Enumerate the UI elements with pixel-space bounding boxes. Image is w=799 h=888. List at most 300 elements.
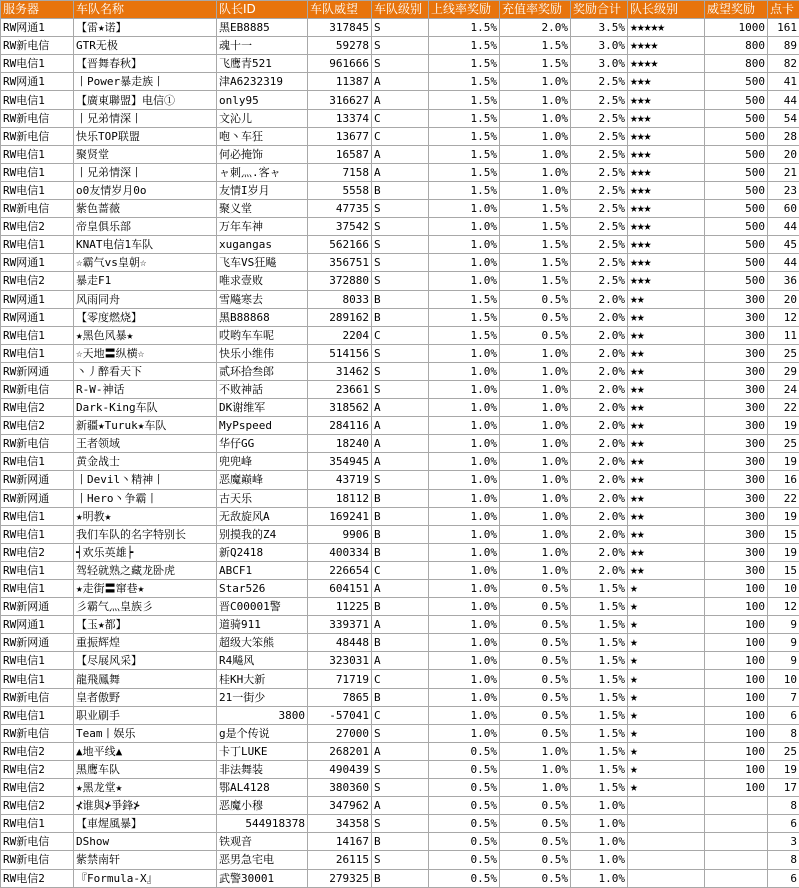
reward-total-cell: 2.0% xyxy=(571,417,628,435)
server-cell: RW新电信 xyxy=(1,380,74,398)
prestige-cell: 356751 xyxy=(308,254,372,272)
captain-level-cell: ★ xyxy=(628,724,705,742)
online-reward-cell: 0.5% xyxy=(429,869,500,887)
point-card-cell: 7 xyxy=(768,688,799,706)
captain-id-cell: 雪飚寒去 xyxy=(217,290,308,308)
recharge-reward-cell: 0.5% xyxy=(500,833,571,851)
point-card-cell: 19 xyxy=(768,453,799,471)
captain-id-cell: 武警30001 xyxy=(217,869,308,887)
captain-id-cell: 恶男急宅电 xyxy=(217,851,308,869)
online-reward-cell: 1.0% xyxy=(429,380,500,398)
table-row xyxy=(1,145,799,163)
server-cell: RW电信1 xyxy=(1,344,74,362)
prestige-reward-cell: 300 xyxy=(705,308,768,326)
fleet-level-cell: A xyxy=(372,145,429,163)
captain-level-cell xyxy=(628,869,705,887)
point-card-cell: 45 xyxy=(768,236,799,254)
recharge-reward-cell: 0.5% xyxy=(500,326,571,344)
fleet-name-cell: ┥欢乐英雄┝ xyxy=(74,543,217,561)
online-reward-cell: 1.5% xyxy=(429,19,500,37)
prestige-cell: 23661 xyxy=(308,380,372,398)
point-card-cell: 15 xyxy=(768,561,799,579)
fleet-name-cell: 黑鹰车队 xyxy=(74,760,217,778)
table-row xyxy=(1,688,799,706)
fleet-level-cell: S xyxy=(372,724,429,742)
captain-level-cell: ★★ xyxy=(628,489,705,507)
recharge-reward-cell: 0.5% xyxy=(500,580,571,598)
server-cell: RW新网通 xyxy=(1,634,74,652)
prestige-reward-cell: 100 xyxy=(705,724,768,742)
point-card-cell: 89 xyxy=(768,37,799,55)
online-reward-cell: 1.5% xyxy=(429,145,500,163)
point-card-cell: 21 xyxy=(768,163,799,181)
table-row xyxy=(1,218,799,236)
fleet-name-cell: 【尽展风采】 xyxy=(74,652,217,670)
fleet-level-cell: B xyxy=(372,489,429,507)
captain-id-cell: 铁观音 xyxy=(217,833,308,851)
captain-level-cell: ★★★ xyxy=(628,200,705,218)
fleet-level-cell: S xyxy=(372,851,429,869)
online-reward-cell: 1.0% xyxy=(429,507,500,525)
prestige-cell: 14167 xyxy=(308,833,372,851)
fleet-name-cell: 丨兄弟情深丨 xyxy=(74,109,217,127)
captain-level-cell: ★ xyxy=(628,760,705,778)
recharge-reward-cell: 0.5% xyxy=(500,670,571,688)
table-row xyxy=(1,797,799,815)
prestige-cell: 289162 xyxy=(308,308,372,326)
table-row xyxy=(1,181,799,199)
prestige-cell: 71719 xyxy=(308,670,372,688)
captain-level-cell: ★★★★★ xyxy=(628,19,705,37)
fleet-name-cell: 【車煋風暴】 xyxy=(74,815,217,833)
captain-id-cell: 黑B88868 xyxy=(217,308,308,326)
prestige-reward-cell: 300 xyxy=(705,507,768,525)
prestige-cell: 27000 xyxy=(308,724,372,742)
reward-total-cell: 2.5% xyxy=(571,145,628,163)
fleet-level-cell: B xyxy=(372,308,429,326)
prestige-cell: 18112 xyxy=(308,489,372,507)
online-reward-cell: 1.0% xyxy=(429,652,500,670)
fleet-name-cell: 职业刷手 xyxy=(74,706,217,724)
server-cell: RW电信1 xyxy=(1,326,74,344)
table-row xyxy=(1,471,799,489)
prestige-cell: 16587 xyxy=(308,145,372,163)
fleet-level-cell: A xyxy=(372,580,429,598)
captain-id-cell: 道骑911 xyxy=(217,616,308,634)
table-row xyxy=(1,616,799,634)
prestige-reward-cell: 300 xyxy=(705,417,768,435)
recharge-reward-cell: 1.0% xyxy=(500,362,571,380)
recharge-reward-cell: 1.0% xyxy=(500,417,571,435)
recharge-reward-cell: 1.0% xyxy=(500,380,571,398)
reward-total-cell: 1.0% xyxy=(571,797,628,815)
prestige-header: 车队威望 xyxy=(308,1,372,19)
point-card-cell: 25 xyxy=(768,344,799,362)
prestige-reward-cell: 100 xyxy=(705,634,768,652)
captain-id-cell: R4飚风 xyxy=(217,652,308,670)
captain-id-cell: 聚义堂 xyxy=(217,200,308,218)
server-cell: RW新网通 xyxy=(1,362,74,380)
captain-level-cell: ★★ xyxy=(628,507,705,525)
table-row xyxy=(1,200,799,218)
recharge-reward-cell: 1.0% xyxy=(500,779,571,797)
fleet-name-cell: ☆天地〓纵横☆ xyxy=(74,344,217,362)
fleet-level-cell: C xyxy=(372,109,429,127)
prestige-reward-cell: 100 xyxy=(705,652,768,670)
prestige-reward-cell xyxy=(705,815,768,833)
captain-id-cell: xugangas xyxy=(217,236,308,254)
prestige-reward-cell xyxy=(705,797,768,815)
server-cell: RW新电信 xyxy=(1,833,74,851)
server-cell: RW电信1 xyxy=(1,670,74,688)
fleet-name-cell: 丶丿醉看天下 xyxy=(74,362,217,380)
captain-id-cell: Star526 xyxy=(217,580,308,598)
reward-total-cell: 3.0% xyxy=(571,37,628,55)
server-header: 服务器 xyxy=(1,1,74,19)
table-row xyxy=(1,543,799,561)
server-cell: RW电信1 xyxy=(1,145,74,163)
reward-total-cell: 2.0% xyxy=(571,471,628,489)
server-cell: RW电信1 xyxy=(1,525,74,543)
prestige-cell: 43719 xyxy=(308,471,372,489)
fleet-level-cell: C xyxy=(372,326,429,344)
table-row xyxy=(1,236,799,254)
server-cell: RW网通1 xyxy=(1,73,74,91)
prestige-cell: 18240 xyxy=(308,435,372,453)
captain-level-cell: ★★★ xyxy=(628,73,705,91)
fleet-name-cell: 风雨同舟 xyxy=(74,290,217,308)
fleet-name-cell: Dark-King车队 xyxy=(74,399,217,417)
table-row xyxy=(1,91,799,109)
point-card-cell: 9 xyxy=(768,616,799,634)
prestige-cell: 48448 xyxy=(308,634,372,652)
captain-level-cell: ★★ xyxy=(628,380,705,398)
prestige-cell: 13374 xyxy=(308,109,372,127)
point-card-cell: 11 xyxy=(768,326,799,344)
fleet-name-cell: ★走街〓窜巷★ xyxy=(74,580,217,598)
online-reward-cell: 1.0% xyxy=(429,489,500,507)
fleet-level-cell: S xyxy=(372,779,429,797)
fleet-level-cell: C xyxy=(372,706,429,724)
point-card-header: 点卡 xyxy=(768,1,799,19)
online-reward-cell: 1.0% xyxy=(429,254,500,272)
server-cell: RW电信1 xyxy=(1,561,74,579)
fleet-level-cell: B xyxy=(372,634,429,652)
prestige-reward-cell: 1000 xyxy=(705,19,768,37)
prestige-cell: 268201 xyxy=(308,742,372,760)
online-reward-cell: 1.0% xyxy=(429,670,500,688)
captain-id-cell: 友情I岁月 xyxy=(217,181,308,199)
fleet-level-cell: A xyxy=(372,616,429,634)
captain-level-cell: ★★★ xyxy=(628,109,705,127)
prestige-cell: 339371 xyxy=(308,616,372,634)
reward-total-cell: 2.0% xyxy=(571,489,628,507)
table-row xyxy=(1,453,799,471)
reward-total-cell: 2.0% xyxy=(571,380,628,398)
prestige-reward-cell: 300 xyxy=(705,290,768,308)
table-row xyxy=(1,779,799,797)
captain-level-cell xyxy=(628,815,705,833)
recharge-reward-cell: 1.0% xyxy=(500,742,571,760)
server-cell: RW网通1 xyxy=(1,616,74,634)
table-row xyxy=(1,706,799,724)
point-card-cell: 20 xyxy=(768,290,799,308)
point-card-cell: 28 xyxy=(768,127,799,145)
server-cell: RW电信1 xyxy=(1,163,74,181)
server-cell: RW电信1 xyxy=(1,652,74,670)
server-cell: RW新电信 xyxy=(1,109,74,127)
online-reward-cell: 1.5% xyxy=(429,55,500,73)
prestige-reward-cell: 500 xyxy=(705,163,768,181)
table-row xyxy=(1,417,799,435)
online-reward-cell: 0.5% xyxy=(429,760,500,778)
fleet-level-cell: A xyxy=(372,742,429,760)
captain-level-cell: ★ xyxy=(628,706,705,724)
fleet-level-cell: B xyxy=(372,833,429,851)
reward-total-cell: 3.5% xyxy=(571,19,628,37)
captain-level-cell: ★★ xyxy=(628,308,705,326)
server-cell: RW电信1 xyxy=(1,580,74,598)
recharge-reward-cell: 1.5% xyxy=(500,55,571,73)
fleet-name-cell: 快乐TOP联盟 xyxy=(74,127,217,145)
prestige-reward-cell: 300 xyxy=(705,435,768,453)
prestige-reward-cell: 800 xyxy=(705,37,768,55)
reward-total-cell: 1.0% xyxy=(571,833,628,851)
recharge-reward-cell: 0.5% xyxy=(500,851,571,869)
point-card-cell: 8 xyxy=(768,851,799,869)
reward-total-cell: 2.5% xyxy=(571,218,628,236)
fleet-level-cell: S xyxy=(372,471,429,489)
point-card-cell: 23 xyxy=(768,181,799,199)
recharge-reward-cell: 1.5% xyxy=(500,236,571,254)
table-row xyxy=(1,73,799,91)
captain-id-cell: g是个传说 xyxy=(217,724,308,742)
table-row xyxy=(1,380,799,398)
table-row xyxy=(1,833,799,851)
fleet-level-cell: B xyxy=(372,688,429,706)
reward-total-cell: 1.5% xyxy=(571,634,628,652)
recharge-reward-cell: 1.0% xyxy=(500,145,571,163)
prestige-cell: 11387 xyxy=(308,73,372,91)
captain-id-cell: 哎哟车车呢 xyxy=(217,326,308,344)
table-row xyxy=(1,760,799,778)
table-row xyxy=(1,435,799,453)
fleet-level-cell: S xyxy=(372,254,429,272)
captain-id-cell: 兜兜峰 xyxy=(217,453,308,471)
captain-level-cell: ★★ xyxy=(628,471,705,489)
table-row xyxy=(1,561,799,579)
server-cell: RW电信2 xyxy=(1,869,74,887)
prestige-cell: 8033 xyxy=(308,290,372,308)
table-row xyxy=(1,580,799,598)
captain-level-cell: ★★ xyxy=(628,326,705,344)
fleet-level-cell: A xyxy=(372,417,429,435)
online-reward-cell: 1.0% xyxy=(429,561,500,579)
reward-total-cell: 3.0% xyxy=(571,55,628,73)
online-reward-cell: 0.5% xyxy=(429,851,500,869)
fleet-level-cell: S xyxy=(372,218,429,236)
fleet-name-cell: 紫色蔷薇 xyxy=(74,200,217,218)
server-cell: RW新电信 xyxy=(1,688,74,706)
point-card-cell: 29 xyxy=(768,362,799,380)
prestige-reward-header: 威望奖励 xyxy=(705,1,768,19)
server-cell: RW新电信 xyxy=(1,37,74,55)
online-reward-cell: 1.0% xyxy=(429,272,500,290)
prestige-reward-cell xyxy=(705,851,768,869)
fleet-level-cell: A xyxy=(372,163,429,181)
captain-level-cell: ★★★ xyxy=(628,163,705,181)
fleet-level-cell: S xyxy=(372,272,429,290)
recharge-reward-cell: 0.5% xyxy=(500,869,571,887)
reward-total-cell: 1.5% xyxy=(571,779,628,797)
captain-id-cell: 飞鹰青521 xyxy=(217,55,308,73)
prestige-cell: 316627 xyxy=(308,91,372,109)
recharge-reward-cell: 0.5% xyxy=(500,598,571,616)
recharge-reward-cell: 1.0% xyxy=(500,344,571,362)
reward-total-cell: 1.5% xyxy=(571,688,628,706)
prestige-reward-cell: 500 xyxy=(705,181,768,199)
prestige-cell: 37542 xyxy=(308,218,372,236)
captain-id-cell: 无敌旋风A xyxy=(217,507,308,525)
captain-level-cell: ★ xyxy=(628,670,705,688)
reward-total-cell: 1.5% xyxy=(571,598,628,616)
online-reward-cell: 1.5% xyxy=(429,308,500,326)
prestige-cell: 59278 xyxy=(308,37,372,55)
table-row xyxy=(1,308,799,326)
point-card-cell: 44 xyxy=(768,218,799,236)
prestige-reward-cell: 300 xyxy=(705,453,768,471)
recharge-reward-cell: 0.5% xyxy=(500,688,571,706)
captain-level-cell: ★★★ xyxy=(628,218,705,236)
recharge-reward-cell: 1.5% xyxy=(500,200,571,218)
captain-level-cell: ★ xyxy=(628,616,705,634)
online-reward-cell: 1.0% xyxy=(429,218,500,236)
prestige-cell: 9906 xyxy=(308,525,372,543)
prestige-cell: 279325 xyxy=(308,869,372,887)
server-cell: RW新网通 xyxy=(1,598,74,616)
reward-total-cell: 2.5% xyxy=(571,181,628,199)
prestige-cell: 13677 xyxy=(308,127,372,145)
prestige-cell: 7158 xyxy=(308,163,372,181)
point-card-cell: 19 xyxy=(768,543,799,561)
reward-total-cell: 1.5% xyxy=(571,580,628,598)
fleet-name-cell: ★明教★ xyxy=(74,507,217,525)
captain-level-cell xyxy=(628,851,705,869)
point-card-cell: 25 xyxy=(768,742,799,760)
fleet-name-cell: o0友情岁月0o xyxy=(74,181,217,199)
point-card-cell: 17 xyxy=(768,779,799,797)
table-row xyxy=(1,489,799,507)
fleet-name-cell: ☆霸气vs皇朝☆ xyxy=(74,254,217,272)
reward-total-cell: 1.0% xyxy=(571,815,628,833)
recharge-reward-cell: 1.0% xyxy=(500,163,571,181)
table-row xyxy=(1,851,799,869)
recharge-reward-cell: 1.0% xyxy=(500,435,571,453)
recharge-reward-cell: 1.5% xyxy=(500,37,571,55)
fleet-name-cell: ★黑龙堂★ xyxy=(74,779,217,797)
table-row xyxy=(1,109,799,127)
prestige-reward-cell: 100 xyxy=(705,742,768,760)
point-card-cell: 10 xyxy=(768,580,799,598)
captain-level-cell: ★★★★ xyxy=(628,37,705,55)
prestige-reward-cell: 300 xyxy=(705,344,768,362)
fleet-name-cell: 【玉★都】 xyxy=(74,616,217,634)
prestige-cell: 5558 xyxy=(308,181,372,199)
fleet-name-cell: 我们车队的名字特别长 xyxy=(74,525,217,543)
captain-level-cell: ★ xyxy=(628,580,705,598)
table-row xyxy=(1,290,799,308)
reward-total-cell: 2.5% xyxy=(571,200,628,218)
server-cell: RW新电信 xyxy=(1,435,74,453)
server-cell: RW网通1 xyxy=(1,290,74,308)
fleet-level-cell: S xyxy=(372,37,429,55)
recharge-reward-cell: 0.5% xyxy=(500,815,571,833)
online-reward-cell: 1.0% xyxy=(429,236,500,254)
reward-total-cell: 1.5% xyxy=(571,670,628,688)
point-card-cell: 24 xyxy=(768,380,799,398)
prestige-reward-cell: 300 xyxy=(705,525,768,543)
point-card-cell: 161 xyxy=(768,19,799,37)
captain-level-cell: ★★★ xyxy=(628,181,705,199)
recharge-reward-cell: 1.0% xyxy=(500,181,571,199)
prestige-reward-cell: 100 xyxy=(705,598,768,616)
online-reward-cell: 0.5% xyxy=(429,815,500,833)
table-row xyxy=(1,272,799,290)
prestige-cell: 11225 xyxy=(308,598,372,616)
prestige-cell: 2204 xyxy=(308,326,372,344)
point-card-cell: 44 xyxy=(768,254,799,272)
server-cell: RW电信1 xyxy=(1,91,74,109)
prestige-reward-cell: 500 xyxy=(705,272,768,290)
captain-id-cell: 何必掩饰 xyxy=(217,145,308,163)
recharge-reward-cell: 1.0% xyxy=(500,109,571,127)
online-reward-cell: 1.5% xyxy=(429,163,500,181)
online-reward-cell: 1.0% xyxy=(429,471,500,489)
prestige-reward-cell xyxy=(705,833,768,851)
recharge-reward-cell: 1.0% xyxy=(500,525,571,543)
captain-id-cell: 文沁儿 xyxy=(217,109,308,127)
recharge-reward-cell: 1.0% xyxy=(500,507,571,525)
server-cell: RW新电信 xyxy=(1,851,74,869)
online-reward-cell: 1.5% xyxy=(429,109,500,127)
point-card-cell: 6 xyxy=(768,869,799,887)
table-row xyxy=(1,254,799,272)
online-reward-cell: 1.0% xyxy=(429,598,500,616)
online-reward-cell: 0.5% xyxy=(429,779,500,797)
table-row xyxy=(1,670,799,688)
captain-level-cell: ★★★ xyxy=(628,91,705,109)
fleet-name-cell: 皇者傲野 xyxy=(74,688,217,706)
reward-total-cell: 2.5% xyxy=(571,236,628,254)
fleet-name-cell: 丨Power暴走族丨 xyxy=(74,73,217,91)
online-reward-cell: 1.0% xyxy=(429,616,500,634)
server-cell: RW电信1 xyxy=(1,236,74,254)
table-row xyxy=(1,815,799,833)
table-row xyxy=(1,326,799,344)
fleet-level-cell: S xyxy=(372,760,429,778)
point-card-cell: 8 xyxy=(768,797,799,815)
captain-id-cell: 飞车VS狂飚 xyxy=(217,254,308,272)
fleet-level-cell: S xyxy=(372,236,429,254)
table-row xyxy=(1,399,799,417)
fleet-level-cell: B xyxy=(372,290,429,308)
point-card-cell: 41 xyxy=(768,73,799,91)
server-cell: RW网通1 xyxy=(1,308,74,326)
fleet-name-cell: ▲地平线▲ xyxy=(74,742,217,760)
reward-total-cell: 2.5% xyxy=(571,272,628,290)
captain-id-cell: only95 xyxy=(217,91,308,109)
prestige-cell: 317845 xyxy=(308,19,372,37)
